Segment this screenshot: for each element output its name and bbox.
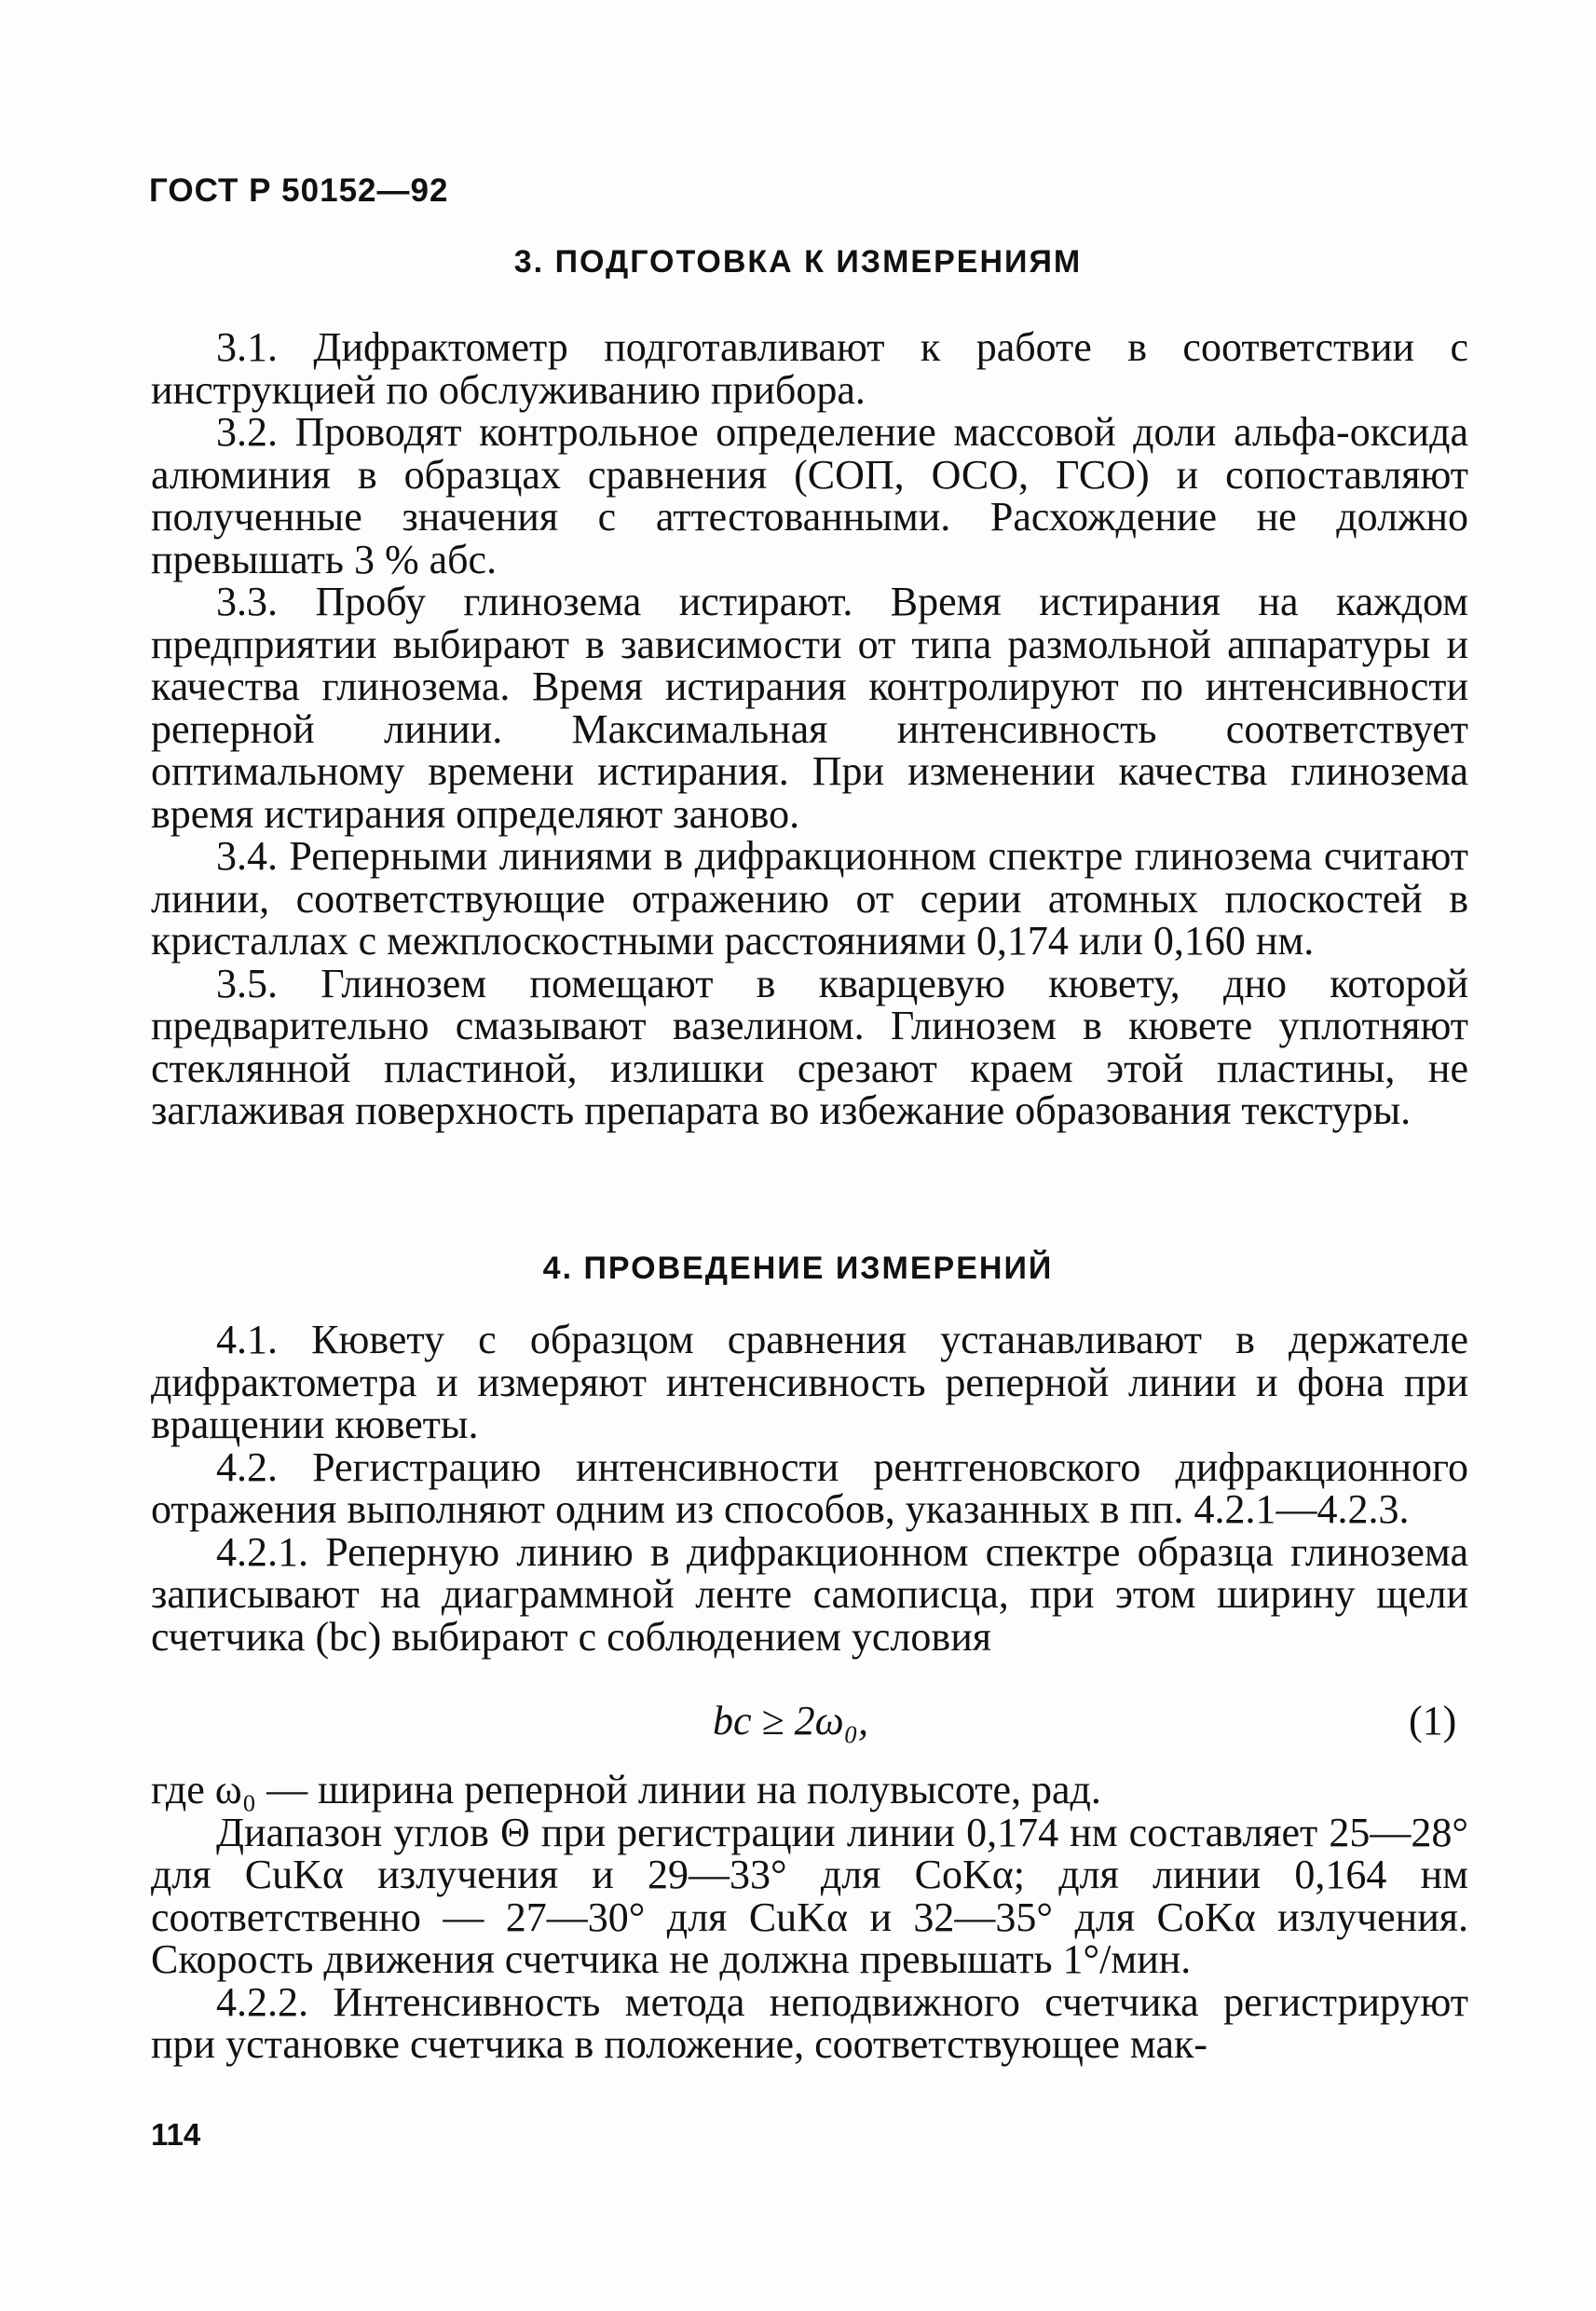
paragraph-3-3: 3.3. Пробу глинозема истирают. Время истирания на каждом предприятии выбирают в зависимости от типа размольной аппаратуры и качества глинозема. Время истирания контролируют по интенсивности реперной линии. Максимальная интенсивность соответствует оптимальному времени истирания. При изменении качества глинозема время истирания определяют заново. bbox=[151, 579, 1468, 837]
paragraph-3-2: 3.2. Проводят контрольное определение массовой доли альфа-оксида алюминия в образцах сравнения (СОП, ОСО, ГСО) и сопоставляют полученные значения с аттестованными. Расхождение не должно превышать 3 % абс. bbox=[151, 409, 1468, 582]
section-4-title: 4. ПРОВЕДЕНИЕ ИЗМЕРЕНИЙ bbox=[542, 1251, 1054, 1286]
section-3-body bbox=[151, 326, 1468, 1132]
page-number: 114 bbox=[151, 2117, 201, 2152]
section-4-continued bbox=[151, 1769, 1468, 2066]
formula-number: (1) bbox=[1409, 1698, 1457, 1744]
paragraph-4-2-2: 4.2.2. Интенсивность метода неподвижного счетчика регистрируют при установке счетчика в положение, соответствующее мак- bbox=[151, 1978, 1468, 2067]
paragraph-3-1: 3.1. Дифрактометр подготавливают к работе в соответствии с инструкцией по обслуживанию прибора. bbox=[151, 324, 1468, 413]
section-4-body bbox=[151, 1319, 1468, 1658]
document-header: ГОСТ Р 50152—92 bbox=[149, 172, 449, 209]
paragraph-angle-range: Диапазон углов Θ при регистрации линии 0,174 нм составляет 25—28° для CuKα излучения и 29—33° для CoKα; для линии 0,164 нм соответственно — 27—30° для CuKα и 32—35° для CoKα излучения. Скорость движения счетчика не должна превышать 1°/мин. bbox=[151, 1809, 1468, 1982]
paragraph-4-1: 4.1. Кювету с образцом сравнения устанавливают в держателе дифрактометра и измеряют интенсивность реперной линии и фона при вращении кюветы. bbox=[151, 1317, 1468, 1447]
paragraph-3-5: 3.5. Глинозем помещают в кварцевую кювету, дно которой предварительно смазывают вазелином. Глинозем в кювете уплотняют стеклянной пластиной, излишки срезают краем этой пластины, не заглаживая поверхность препарата во избежание образования текстуры. bbox=[151, 960, 1468, 1133]
paragraph-3-4: 3.4. Реперными линиями в дифракционном спектре глинозема считают линии, соответствующие отражению от серии атомных плоскостей в кристаллах с межплоскостными расстояниями 0,174 или 0,160 нм. bbox=[151, 833, 1468, 964]
paragraph-4-2-1: 4.2.1. Реперную линию в дифракционном спектре образца глинозема записывают на диаграммной ленте самописца, при этом ширину щели счетчика (bс) выбирают с соблюдением условия bbox=[151, 1528, 1468, 1660]
formula-expression: bс ≥ 2ω₀, bbox=[713, 1698, 869, 1744]
section-3-title: 3. ПОДГОТОВКА К ИЗМЕРЕНИЯМ bbox=[513, 244, 1083, 280]
formula-explanation: где ω₀ — ширина реперной линии на полувысоте, рад. bbox=[151, 1767, 1101, 1812]
paragraph-4-2: 4.2. Регистрацию интенсивности рентгеновского дифракционного отражения выполняют одним из способов, указанных в пп. 4.2.1—4.2.3. bbox=[151, 1443, 1468, 1532]
